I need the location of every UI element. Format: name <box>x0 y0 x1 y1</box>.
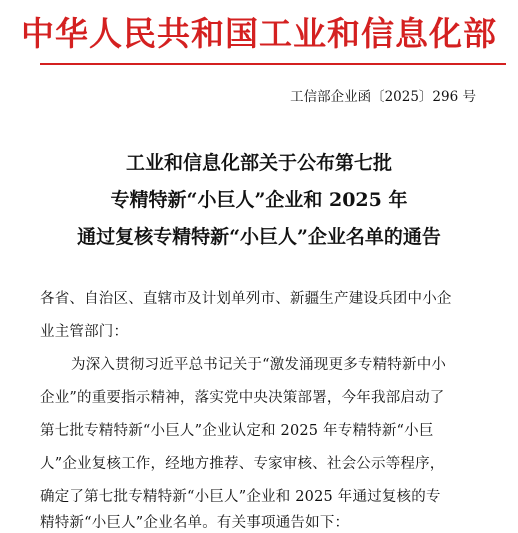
agency-header: 中华人民共和国工业和信息化部 <box>21 14 497 53</box>
paragraph-line-2: 企业”的重要指示精神，落实党中央决策部署，今年我部启动了 <box>40 390 445 406</box>
document-number: 工信部企业函〔2025〕296 号 <box>290 89 476 105</box>
title-line-3: 通过复核专精特新“小巨人”企业名单的通告 <box>77 226 441 248</box>
salutation-line-1: 各省、自治区、直辖市及计划单列市、新疆生产建设兵团中小企 <box>40 291 452 307</box>
paragraph-line-1: 为深入贯彻习近平总书记关于“激发涌现更多专精特新中小 <box>71 357 447 373</box>
title-line-2: 专精特新“小巨人”企业和 2025 年 <box>110 189 408 211</box>
paragraph-line-6: 精特新“小巨人”企业名单。有关事项通告如下： <box>40 515 350 531</box>
header-rule <box>40 63 506 65</box>
title-line-1: 工业和信息化部关于公布第七批 <box>125 152 392 174</box>
paragraph-line-3: 第七批专精特新“小巨人”企业认定和 2025 年专精特新“小巨 <box>40 423 434 439</box>
salutation-line-2: 业主管部门： <box>40 324 129 340</box>
paragraph-line-4: 人”企业复核工作，经地方推荐、专家审核、社会公示等程序， <box>40 456 445 472</box>
paragraph-line-5: 确定了第七批专精特新“小巨人”企业和 2025 年通过复核的专 <box>40 489 441 505</box>
